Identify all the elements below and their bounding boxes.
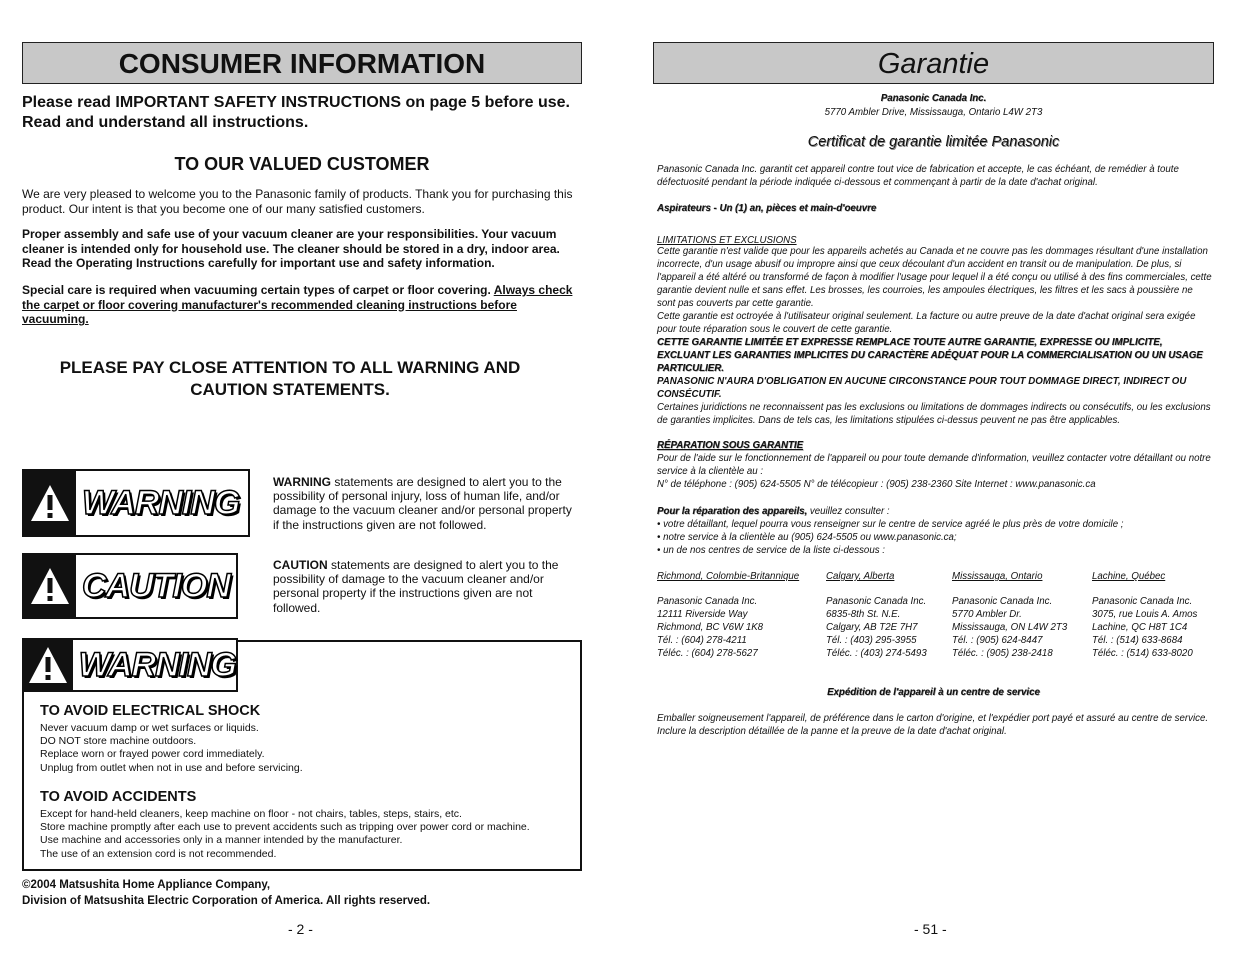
expedition-text bbox=[657, 712, 1212, 738]
limitations-bold-1: CETTE GARANTIE LIMITÉE ET EXPRESSE REMPLACE TOUTE AUTRE GARANTIE, EXPRESSE OU IMPLICITE, EXCLUANT LES GARANTIES IMPLICITES DU CARACTÈRE ADÉQUAT POUR LA COMMERCIALISATION OU UN USAGE PARTICULIER. bbox=[657, 337, 1203, 374]
centre-line: Téléc. : (403) 274-5493 bbox=[826, 648, 927, 659]
assembly-paragraph: Proper assembly and safe use of your vacuum cleaner are your responsibilities. Your vacuum cleaner is intended only for household use. The cleaner should be stored in a dry, indoor area. Read the Operating Instructions carefully for important use and safety information. bbox=[22, 227, 560, 271]
warning-label: WARNING bbox=[82, 483, 240, 522]
list-item: • un de nos centres de service de la liste ci-dessous : bbox=[657, 545, 885, 556]
centre-city: Lachine, Québec bbox=[1092, 571, 1166, 582]
expedition-heading: Expédition de l'appareil à un centre de service bbox=[827, 687, 1040, 698]
warning-desc-bold: WARNING bbox=[273, 475, 331, 489]
copyright-line-2: Division of Matsushita Electric Corporation of America. All rights reserved. bbox=[22, 894, 431, 907]
centre-line: Lachine, QC H8T 1C4 bbox=[1092, 622, 1188, 633]
warning-label-box-2 bbox=[22, 638, 238, 692]
welcome-paragraph: We are very pleased to welcome you to the Panasonic family of products. Thank you for purchasing this product. Our intent is that you become one of our many satisfied customers. bbox=[22, 187, 573, 216]
warning-label-2: WARNING bbox=[78, 645, 236, 684]
limitations-bold-2: PANASONIC N'AURA D'OBLIGATION EN AUCUNE CIRCONSTANCE POUR TOUT DOMMAGE DIRECT, INDIRECT OU CONSÉCUTIF. bbox=[657, 376, 1187, 400]
centre-line: Calgary, AB T2E 7H7 bbox=[826, 622, 918, 633]
electrical-shock-list bbox=[40, 722, 570, 775]
list-item: Store machine promptly after each use to prevent accidents such as tripping over power cord or machine. bbox=[40, 821, 530, 834]
aspirateurs-coverage: Aspirateurs - Un (1) an, pièces et main-d'oeuvre bbox=[657, 203, 877, 214]
certificate-title: Certificat de garantie limitée Panasonic bbox=[807, 134, 1060, 150]
accidents-list bbox=[40, 808, 570, 861]
caution-desc-text: statements are designed to alert you to the possibility of damage to the vacuum cleaner and/or personal property if the instructions given are not followed. bbox=[273, 558, 559, 615]
limitations-heading: LIMITATIONS ET EXCLUSIONS bbox=[657, 235, 797, 246]
centre-line: 6835-8th St. N.E. bbox=[826, 609, 901, 620]
list-item: The use of an extension cord is not recommended. bbox=[40, 847, 277, 860]
centre-line: Mississauga, ON L4W 2T3 bbox=[952, 622, 1068, 633]
page-number-left: - 2 - bbox=[288, 921, 313, 937]
caution-label-box bbox=[22, 553, 238, 619]
centre-line: 3075, rue Louis A. Amos bbox=[1092, 609, 1198, 620]
centre-line: Téléc. : (905) 238-2418 bbox=[952, 648, 1053, 659]
centre-city: Calgary, Alberta bbox=[826, 571, 895, 582]
page-number-right: - 51 - bbox=[914, 921, 947, 937]
centre-line: Richmond, BC V6W 1K8 bbox=[657, 622, 764, 633]
repair-consult: veuillez consulter : bbox=[807, 506, 890, 517]
warning-description bbox=[273, 475, 578, 532]
copyright bbox=[22, 878, 430, 909]
list-item: Unplug from outlet when not in use and before servicing. bbox=[40, 761, 303, 774]
repair-heading: RÉPARATION SOUS GARANTIE bbox=[657, 440, 804, 451]
special-care-underlined: Always check the carpet or floor covering manufacturer's recommended cleaning instructions before vacuuming. bbox=[22, 283, 573, 327]
intro-text: Please read IMPORTANT SAFETY INSTRUCTIONS on page 5 before use. Read and understand all instructions. bbox=[22, 94, 570, 131]
list-item: Use machine and accessories only in a manner intended by the manufacturer. bbox=[40, 834, 403, 847]
caution-triangle-icon bbox=[24, 555, 76, 617]
list-item: • notre service à la clientèle au (905) 624-5505 ou www.panasonic.ca; bbox=[657, 532, 957, 543]
special-care-paragraph bbox=[22, 283, 582, 327]
centre-line: Panasonic Canada Inc. bbox=[826, 596, 927, 607]
expedition-text-2: Inclure la description détaillée de la panne et la preuve de la date d'achat original. bbox=[657, 726, 1007, 737]
limitations-text-2: Cette garantie est octroyée à l'utilisateur original seulement. La facture ou autre preuve de la date d'achat original sera exigée pour toute réparation sous le couvert de cette garantie. bbox=[657, 311, 1196, 335]
warning-label-box bbox=[22, 469, 250, 537]
centre-line: Tél. : (604) 278-4211 bbox=[657, 635, 747, 646]
service-centre-mississauga bbox=[952, 570, 1090, 660]
limitations-text: Cette garantie n'est valide que pour les appareils achetés au Canada et ne couvre pas les dommages résultant d'une installation incorrecte, d'un usage abusif ou impropre ainsi que ceux découlant d'un accident en transit ou de manipulation. De plus, si l'appareil a été altéré ou transformé de façon à modifier l'usage pour lequel il a été conçu ou utilisé à des fins commerciales, cette garantie devient nulle et sans effet. Les brosses, les courroies, les ampoules électriques, les filtres et les sacs à poussière ne sont pas couverts par cette garantie. bbox=[657, 246, 1212, 309]
caution-description bbox=[273, 558, 578, 615]
service-centre-lachine bbox=[1092, 570, 1214, 660]
repair-bold: Pour la réparation des appareils, bbox=[657, 506, 808, 517]
centre-line: Panasonic Canada Inc. bbox=[952, 596, 1053, 607]
electrical-shock-heading: TO AVOID ELECTRICAL SHOCK bbox=[40, 703, 261, 719]
centre-line: Panasonic Canada Inc. bbox=[1092, 596, 1193, 607]
centre-line: Tél. : (905) 624-8447 bbox=[952, 635, 1043, 646]
centre-line: 12111 Riverside Way bbox=[657, 609, 748, 620]
company-address: 5770 Ambler Drive, Mississauga, Ontario L4W 2T3 bbox=[824, 107, 1043, 118]
service-centre-calgary bbox=[826, 570, 948, 660]
centre-city: Mississauga, Ontario bbox=[952, 571, 1043, 582]
warning-triangle-icon bbox=[24, 471, 76, 535]
limitations-text-3: Certaines juridictions ne reconnaissent pas les exclusions ou limitations de dommages indirects ou consécutifs, ou les exclusions de garanties implicites. Dans de tels cas, les limitations stipulées ci-dessus peuvent ne pas être applicables. bbox=[657, 402, 1211, 426]
expedition-text-1: Emballer soigneusement l'appareil, de préférence dans le carton d'origine, et l'expédier port payé et assuré au centre de service. bbox=[657, 713, 1209, 724]
centre-line: Téléc. : (514) 633-8020 bbox=[1092, 648, 1193, 659]
centre-line: Téléc. : (604) 278-5627 bbox=[657, 648, 758, 659]
valued-customer-heading: TO OUR VALUED CUSTOMER bbox=[174, 154, 430, 174]
attention-heading: PLEASE PAY CLOSE ATTENTION TO ALL WARNING AND CAUTION STATEMENTS. bbox=[59, 358, 521, 399]
list-item: Never vacuum damp or wet surfaces or liquids. bbox=[40, 722, 259, 734]
list-item: DO NOT store machine outdoors. bbox=[40, 735, 197, 748]
warning-desc-text: statements are designed to alert you to the possibility of personal injury, loss of human life, and/or damage to the vacuum cleaner and/or personal property if the instructions given are not followed. bbox=[273, 475, 572, 532]
repair-section bbox=[657, 439, 1212, 491]
warning-triangle-icon bbox=[24, 640, 73, 690]
consumer-information-banner: CONSUMER INFORMATION bbox=[22, 42, 582, 84]
centre-line: Panasonic Canada Inc. bbox=[657, 596, 758, 607]
guarantee-text: Panasonic Canada Inc. garantit cet appareil contre tout vice de fabrication et accepte, le cas échéant, de remédier à toute défectuosité pendant la période indiquée ci-dessous et commençant à partir de la date d'achat original. bbox=[657, 164, 1179, 188]
repair-text: Pour de l'aide sur le fonctionnement de l'appareil ou pour toute demande d'information, veuillez contacter votre détaillant ou notre service à la clientèle au : bbox=[657, 453, 1211, 477]
centre-line: 5770 Ambler Dr. bbox=[952, 609, 1022, 620]
service-centre-richmond bbox=[657, 570, 822, 660]
limitations-section bbox=[657, 234, 1212, 427]
list-item: Except for hand-held cleaners, keep machine on floor - not chairs, tables, steps, stairs, etc. bbox=[40, 808, 462, 820]
centre-line: Tél. : (403) 295-3955 bbox=[826, 635, 917, 646]
list-item: • votre détaillant, lequel pourra vous renseigner sur le centre de service agréé le plus près de votre domicile ; bbox=[657, 519, 1124, 530]
list-item: Replace worn or frayed power cord immediately. bbox=[40, 748, 265, 761]
accidents-heading: TO AVOID ACCIDENTS bbox=[40, 789, 197, 805]
centre-city: Richmond, Colombie-Britannique bbox=[657, 571, 800, 582]
company-name: Panasonic Canada Inc. bbox=[880, 93, 987, 104]
centre-line: Tél. : (514) 633-8684 bbox=[1092, 635, 1183, 646]
repair-consult-section bbox=[657, 505, 1212, 557]
copyright-line-1: ©2004 Matsushita Home Appliance Company, bbox=[22, 879, 271, 891]
special-care-text: Special care is required when vacuuming certain types of carpet or floor covering. bbox=[22, 283, 494, 297]
caution-label: CAUTION bbox=[82, 566, 230, 605]
garantie-banner: Garantie bbox=[653, 42, 1214, 84]
repair-contacts: N° de téléphone : (905) 624-5505 N° de télécopieur : (905) 238-2360 Site Internet : www.panasonic.ca bbox=[657, 479, 1096, 490]
caution-desc-bold: CAUTION bbox=[273, 558, 328, 572]
